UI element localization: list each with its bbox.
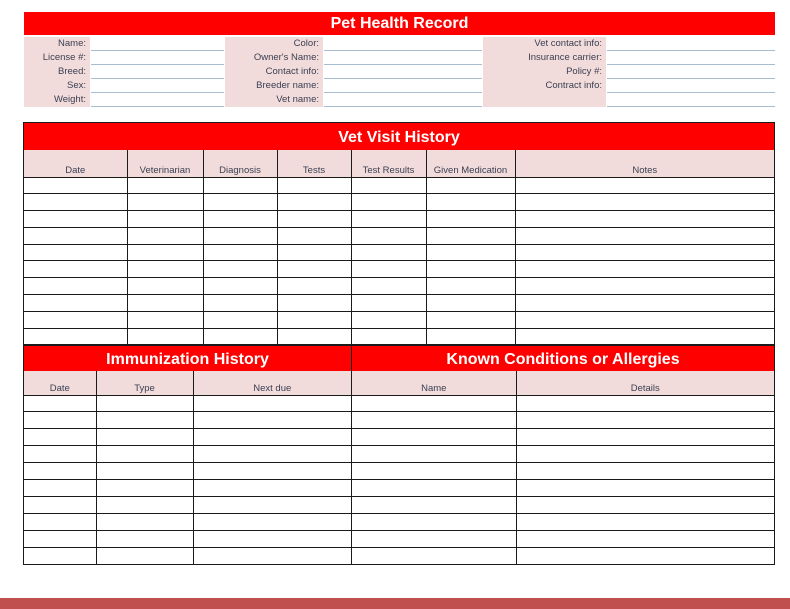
column-header: Name xyxy=(352,371,516,395)
table-cell[interactable] xyxy=(24,479,96,496)
conditions-table xyxy=(352,371,774,564)
table-cell[interactable] xyxy=(24,227,127,244)
table-row xyxy=(352,479,774,496)
info-input-field[interactable] xyxy=(91,65,224,79)
table-row xyxy=(24,479,351,496)
table-cell[interactable] xyxy=(352,530,516,547)
table-cell[interactable] xyxy=(203,311,277,328)
table-cell[interactable] xyxy=(515,211,774,228)
info-label: Weight: xyxy=(24,93,90,107)
table-cell[interactable] xyxy=(24,278,127,295)
info-label: Policy #: xyxy=(483,65,606,79)
table-cell[interactable] xyxy=(24,261,127,278)
table-cell[interactable] xyxy=(516,530,774,547)
table-cell[interactable] xyxy=(351,295,426,312)
table-cell[interactable] xyxy=(127,278,203,295)
table-cell[interactable] xyxy=(193,412,351,429)
table-cell[interactable] xyxy=(127,177,203,194)
column-header: Veterinarian xyxy=(127,150,203,177)
table-cell[interactable] xyxy=(127,295,203,312)
table-cell[interactable] xyxy=(96,496,193,513)
table-cell[interactable] xyxy=(351,194,426,211)
table-cell[interactable] xyxy=(193,463,351,480)
info-input-field[interactable] xyxy=(91,93,224,107)
info-label: License #: xyxy=(24,51,90,65)
table-row xyxy=(24,530,351,547)
table-row xyxy=(24,295,774,312)
table-cell[interactable] xyxy=(516,496,774,513)
table-cell[interactable] xyxy=(203,227,277,244)
table-cell[interactable] xyxy=(24,513,96,530)
column-header: Date xyxy=(24,371,96,395)
column-header: Details xyxy=(516,371,774,395)
table-cell[interactable] xyxy=(203,328,277,345)
table-cell[interactable] xyxy=(24,496,96,513)
table-cell[interactable] xyxy=(515,194,774,211)
info-label: Vet name: xyxy=(225,93,323,107)
info-label: Breed: xyxy=(24,65,90,79)
footer-bar xyxy=(0,598,790,609)
table-row xyxy=(352,496,774,513)
table-cell[interactable] xyxy=(426,177,515,194)
info-label: Contact info: xyxy=(225,65,323,79)
table-cell[interactable] xyxy=(426,311,515,328)
table-cell[interactable] xyxy=(193,429,351,446)
table-cell[interactable] xyxy=(516,479,774,496)
table-cell[interactable] xyxy=(352,446,516,463)
table-cell[interactable] xyxy=(352,547,516,564)
table-cell[interactable] xyxy=(352,463,516,480)
table-row xyxy=(24,395,351,412)
table-cell[interactable] xyxy=(24,429,96,446)
table-cell[interactable] xyxy=(96,412,193,429)
table-row xyxy=(24,463,351,480)
column-header: Tests xyxy=(277,150,351,177)
table-row xyxy=(352,446,774,463)
info-input-field[interactable] xyxy=(91,51,224,65)
table-cell[interactable] xyxy=(127,227,203,244)
table-cell[interactable] xyxy=(516,446,774,463)
info-input-field[interactable] xyxy=(607,65,775,79)
table-cell[interactable] xyxy=(277,211,351,228)
table-row xyxy=(24,227,774,244)
table-cell[interactable] xyxy=(351,177,426,194)
table-cell[interactable] xyxy=(351,311,426,328)
column-header: Next due xyxy=(193,371,351,395)
table-cell[interactable] xyxy=(203,278,277,295)
table-cell[interactable] xyxy=(24,211,127,228)
info-input-field[interactable] xyxy=(324,79,482,93)
table-row xyxy=(24,311,774,328)
table-cell[interactable] xyxy=(515,295,774,312)
table-cell[interactable] xyxy=(277,177,351,194)
table-row xyxy=(352,547,774,564)
table-cell[interactable] xyxy=(24,177,127,194)
column-header: Given Medication xyxy=(426,150,515,177)
table-cell[interactable] xyxy=(277,244,351,261)
table-cell[interactable] xyxy=(352,412,516,429)
info-input-field[interactable] xyxy=(91,79,224,93)
table-cell[interactable] xyxy=(351,227,426,244)
table-cell[interactable] xyxy=(277,261,351,278)
table-cell[interactable] xyxy=(516,547,774,564)
info-label: Breeder name: xyxy=(225,79,323,93)
table-cell[interactable] xyxy=(516,463,774,480)
info-input-field[interactable] xyxy=(607,79,775,93)
conditions-title: Known Conditions or Allergies xyxy=(352,346,774,371)
table-row xyxy=(24,194,774,211)
column-header: Date xyxy=(24,150,127,177)
table-cell[interactable] xyxy=(203,211,277,228)
table-row xyxy=(352,395,774,412)
vet-visit-section xyxy=(23,122,775,345)
table-cell[interactable] xyxy=(352,479,516,496)
table-cell[interactable] xyxy=(351,211,426,228)
table-cell[interactable] xyxy=(24,446,96,463)
table-cell[interactable] xyxy=(426,261,515,278)
pet-info-panel xyxy=(24,37,775,107)
table-cell[interactable] xyxy=(426,328,515,345)
table-row xyxy=(352,429,774,446)
table-cell[interactable] xyxy=(515,227,774,244)
table-cell[interactable] xyxy=(193,513,351,530)
info-label: Sex: xyxy=(24,79,90,93)
table-cell[interactable] xyxy=(426,211,515,228)
table-cell[interactable] xyxy=(352,429,516,446)
table-row xyxy=(24,244,774,261)
table-cell[interactable] xyxy=(426,227,515,244)
table-cell[interactable] xyxy=(193,547,351,564)
info-label: Contract info: xyxy=(483,79,606,93)
table-cell[interactable] xyxy=(127,211,203,228)
table-cell[interactable] xyxy=(96,547,193,564)
table-cell[interactable] xyxy=(127,328,203,345)
table-cell[interactable] xyxy=(203,194,277,211)
table-cell[interactable] xyxy=(426,278,515,295)
info-input-field[interactable] xyxy=(91,37,224,51)
table-cell[interactable] xyxy=(277,278,351,295)
table-row xyxy=(24,261,774,278)
table-cell[interactable] xyxy=(426,244,515,261)
table-cell[interactable] xyxy=(351,261,426,278)
table-cell[interactable] xyxy=(24,463,96,480)
table-cell[interactable] xyxy=(96,530,193,547)
table-cell[interactable] xyxy=(515,278,774,295)
column-header: Notes xyxy=(515,150,774,177)
table-cell[interactable] xyxy=(24,295,127,312)
info-label: Color: xyxy=(225,37,323,51)
table-cell[interactable] xyxy=(127,261,203,278)
table-row xyxy=(24,412,351,429)
info-label: Insurance carrier: xyxy=(483,51,606,65)
table-cell[interactable] xyxy=(203,177,277,194)
table-cell[interactable] xyxy=(203,295,277,312)
immunization-table xyxy=(24,371,351,564)
table-row xyxy=(24,278,774,295)
table-cell[interactable] xyxy=(96,463,193,480)
table-cell[interactable] xyxy=(203,261,277,278)
table-cell[interactable] xyxy=(96,446,193,463)
table-cell[interactable] xyxy=(277,227,351,244)
info-input-field[interactable] xyxy=(324,65,482,79)
table-cell[interactable] xyxy=(426,295,515,312)
table-row xyxy=(352,463,774,480)
immunization-title: Immunization History xyxy=(24,346,351,371)
table-cell[interactable] xyxy=(24,311,127,328)
table-cell[interactable] xyxy=(193,479,351,496)
column-header: Type xyxy=(96,371,193,395)
table-cell[interactable] xyxy=(516,429,774,446)
info-label xyxy=(483,93,606,107)
info-label: Owner's Name: xyxy=(225,51,323,65)
table-cell[interactable] xyxy=(277,328,351,345)
table-cell[interactable] xyxy=(351,278,426,295)
table-row xyxy=(24,496,351,513)
table-row xyxy=(24,429,351,446)
vet-visit-table xyxy=(24,150,774,345)
table-cell[interactable] xyxy=(193,395,351,412)
info-input-field[interactable] xyxy=(324,51,482,65)
table-cell[interactable] xyxy=(203,244,277,261)
table-cell[interactable] xyxy=(24,244,127,261)
vet-visit-title: Vet Visit History xyxy=(24,123,774,150)
table-cell[interactable] xyxy=(426,194,515,211)
page-title: Pet Health Record xyxy=(24,12,775,35)
table-cell[interactable] xyxy=(515,311,774,328)
table-row xyxy=(24,211,774,228)
table-cell[interactable] xyxy=(96,429,193,446)
info-input-field[interactable] xyxy=(324,93,482,107)
info-input-field[interactable] xyxy=(324,37,482,51)
table-cell[interactable] xyxy=(352,395,516,412)
table-cell[interactable] xyxy=(24,194,127,211)
table-cell[interactable] xyxy=(515,261,774,278)
table-row xyxy=(24,513,351,530)
table-cell[interactable] xyxy=(24,547,96,564)
info-label: Vet contact info: xyxy=(483,37,606,51)
table-cell[interactable] xyxy=(277,194,351,211)
table-cell[interactable] xyxy=(24,412,96,429)
column-header: Test Results xyxy=(351,150,426,177)
table-row xyxy=(352,412,774,429)
info-label: Name: xyxy=(24,37,90,51)
table-row xyxy=(24,446,351,463)
table-cell[interactable] xyxy=(127,311,203,328)
table-cell[interactable] xyxy=(515,244,774,261)
table-cell[interactable] xyxy=(193,446,351,463)
table-cell[interactable] xyxy=(193,496,351,513)
table-cell[interactable] xyxy=(24,328,127,345)
table-cell[interactable] xyxy=(24,395,96,412)
table-cell[interactable] xyxy=(277,295,351,312)
table-row xyxy=(24,547,351,564)
table-cell[interactable] xyxy=(24,530,96,547)
table-cell[interactable] xyxy=(193,530,351,547)
table-row xyxy=(24,177,774,194)
table-cell[interactable] xyxy=(515,328,774,345)
table-cell[interactable] xyxy=(352,513,516,530)
table-cell[interactable] xyxy=(351,244,426,261)
table-row xyxy=(352,513,774,530)
table-row xyxy=(24,328,774,345)
table-cell[interactable] xyxy=(515,177,774,194)
info-input-field[interactable] xyxy=(607,93,775,107)
table-cell[interactable] xyxy=(516,395,774,412)
table-cell[interactable] xyxy=(351,328,426,345)
table-cell[interactable] xyxy=(352,496,516,513)
table-cell[interactable] xyxy=(96,513,193,530)
lower-section xyxy=(23,345,775,565)
table-cell[interactable] xyxy=(516,513,774,530)
table-cell[interactable] xyxy=(127,194,203,211)
table-cell[interactable] xyxy=(277,311,351,328)
table-cell[interactable] xyxy=(96,395,193,412)
info-input-field[interactable] xyxy=(607,37,775,51)
table-cell[interactable] xyxy=(516,412,774,429)
column-header: Diagnosis xyxy=(203,150,277,177)
table-cell[interactable] xyxy=(127,244,203,261)
info-input-field[interactable] xyxy=(607,51,775,65)
table-row xyxy=(352,530,774,547)
table-cell[interactable] xyxy=(96,479,193,496)
